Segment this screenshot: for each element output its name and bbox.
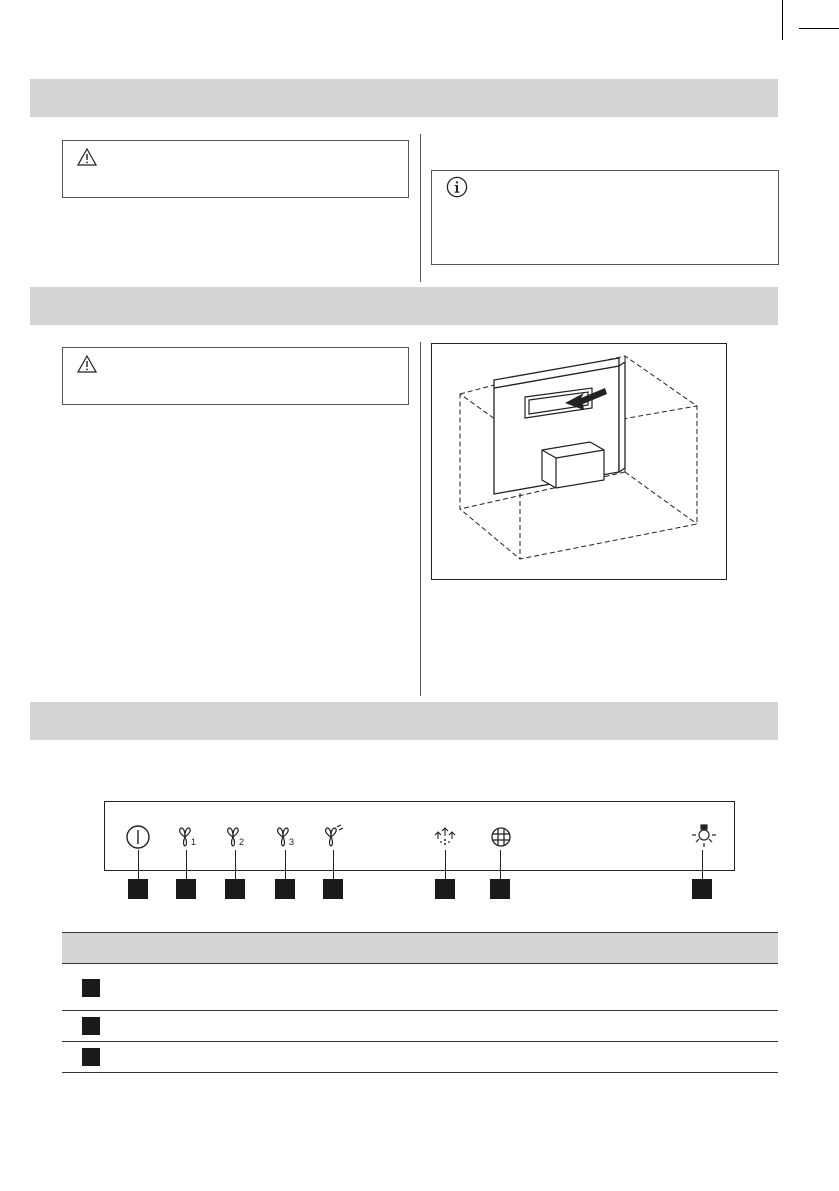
warning-box-1 bbox=[62, 140, 409, 198]
info-icon bbox=[446, 176, 468, 203]
callout-marker bbox=[225, 879, 245, 899]
callout-marker bbox=[323, 879, 343, 899]
control-panel bbox=[104, 801, 735, 871]
row-marker bbox=[82, 1048, 100, 1066]
row-marker bbox=[82, 979, 100, 997]
table-header bbox=[62, 932, 778, 964]
callout-marker bbox=[275, 879, 295, 899]
callout-marker bbox=[692, 879, 712, 899]
warning-box-2 bbox=[62, 347, 409, 405]
filter-grid-icon[interactable] bbox=[488, 824, 514, 850]
svg-text:1: 1 bbox=[191, 837, 197, 847]
table-row bbox=[62, 963, 778, 1009]
fan-speed-3-icon[interactable] bbox=[273, 824, 299, 850]
section-header-1 bbox=[30, 79, 778, 117]
leader-line bbox=[235, 850, 236, 880]
warning-triangle-icon bbox=[77, 355, 97, 378]
column-divider-1 bbox=[420, 134, 421, 282]
leader-line bbox=[702, 850, 703, 880]
leader-line bbox=[445, 850, 446, 880]
callout-marker bbox=[435, 879, 455, 899]
fan-speed-2-icon[interactable] bbox=[223, 824, 249, 850]
hood-illustration bbox=[431, 343, 727, 580]
section-header-3 bbox=[30, 702, 778, 740]
crop-mark bbox=[799, 28, 839, 29]
info-box bbox=[431, 170, 779, 265]
column-divider-2 bbox=[420, 342, 421, 696]
callout-marker bbox=[176, 879, 196, 899]
hood-drawing bbox=[432, 344, 726, 579]
callout-marker bbox=[128, 879, 148, 899]
table-divider bbox=[62, 1072, 778, 1073]
leader-line bbox=[138, 850, 139, 880]
crop-mark bbox=[782, 0, 783, 40]
svg-text:2: 2 bbox=[239, 837, 245, 847]
leader-line bbox=[285, 850, 286, 880]
table-row bbox=[62, 1011, 778, 1041]
fan-boost-icon[interactable] bbox=[320, 824, 346, 850]
svg-text:3: 3 bbox=[289, 837, 295, 847]
light-icon[interactable] bbox=[689, 822, 715, 848]
table-row bbox=[62, 1042, 778, 1072]
power-icon[interactable] bbox=[125, 824, 151, 850]
leader-line bbox=[333, 850, 334, 880]
leader-line bbox=[500, 850, 501, 880]
hob2hood-icon[interactable] bbox=[432, 824, 458, 850]
section-header-2 bbox=[30, 287, 778, 325]
warning-triangle-icon bbox=[77, 148, 97, 171]
callout-marker bbox=[490, 879, 510, 899]
fan-speed-1-icon[interactable] bbox=[175, 824, 201, 850]
leader-line bbox=[186, 850, 187, 880]
row-marker bbox=[82, 1017, 100, 1035]
